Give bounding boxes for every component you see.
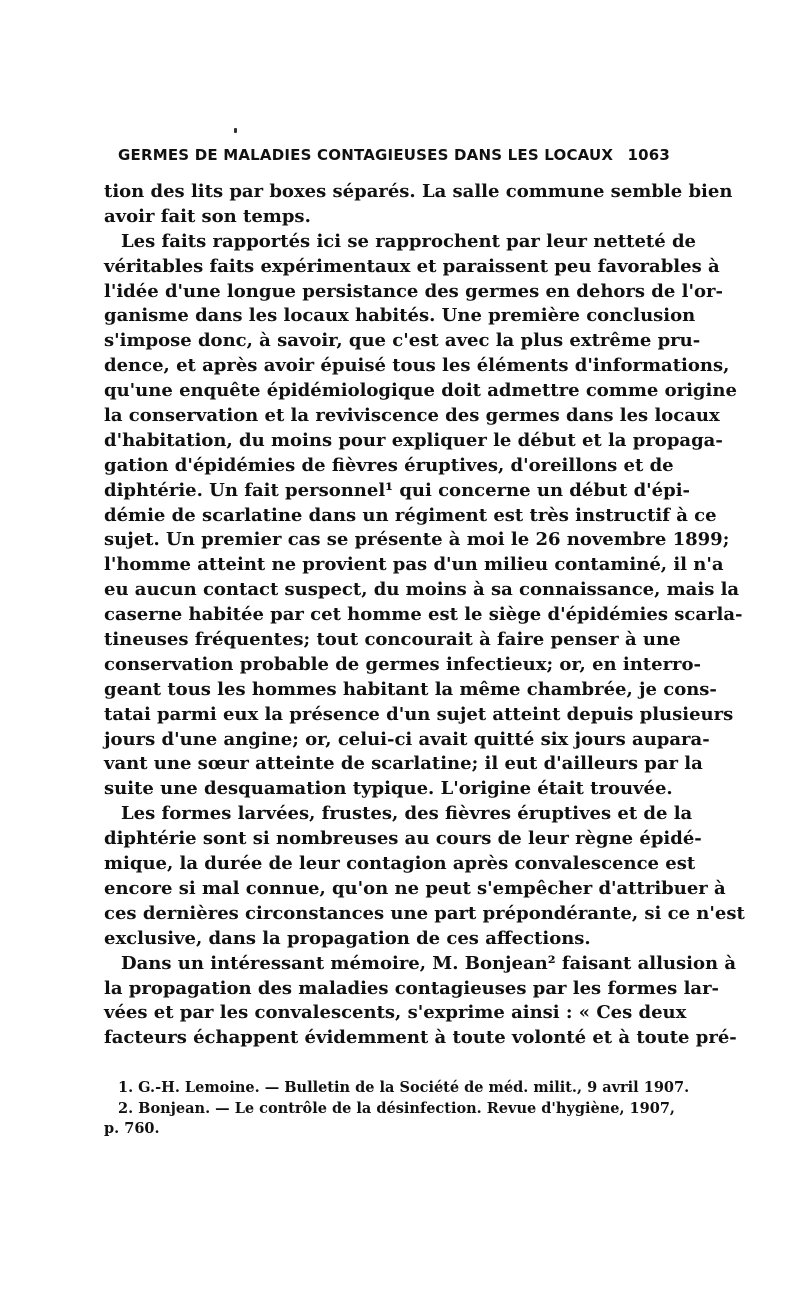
footnotes — [104, 1078, 690, 1140]
text-line: Dans un intéressant mémoire, M. Bonjean² faisant allusion à — [121, 952, 737, 974]
text-line: eu aucun contact suspect, du moins à sa connaissance, mais la — [104, 579, 740, 601]
footnote-line: 2. Bonjean. — Le contrôle de la désinfection. Revue d'hygiène, 1907, — [118, 1099, 675, 1117]
text-line: véritables faits expérimentaux et paraissent peu favorables à — [104, 255, 720, 277]
print-speck — [234, 128, 237, 133]
text-line: exclusive, dans la propagation de ces affections. — [104, 927, 591, 949]
footnote-line: 1. G.-H. Lemoine. — Bulletin de la Société de méd. milit., 9 avril 1907. — [118, 1079, 690, 1096]
text-line: mique, la durée de leur contagion après convalescence est — [104, 853, 696, 875]
text-line: la conservation et la reviviscence des germes dans les locaux — [104, 405, 720, 427]
footnote-line: p. 760. — [104, 1120, 160, 1137]
text-line: qu'une enquête épidémiologique doit admettre comme origine — [104, 380, 737, 402]
text-line: vées et par les convalescents, s'exprime ainsi : « Ces deux — [104, 1002, 687, 1024]
text-line: Les faits rapportés ici se rapprochent par leur netteté de — [121, 230, 696, 252]
text-line: vant une sœur atteinte de scarlatine; il eut d'ailleurs par la — [104, 753, 703, 775]
text-line: diphtérie sont si nombreuses au cours de leur règne épidé- — [104, 828, 702, 850]
page-number: 1063 — [627, 146, 670, 164]
text-line: diphtérie. Un fait personnel¹ qui concerne un début d'épi- — [104, 479, 691, 501]
text-line: gation d'épidémies de fièvres éruptives, d'oreillons et de — [104, 454, 674, 476]
text-line: s'impose donc, à savoir, que c'est avec la plus extrême pru- — [104, 330, 701, 352]
text-line: ganisme dans les locaux habités. Une première conclusion — [104, 305, 696, 327]
text-line: suite une desquamation typique. L'origine était trouvée. — [104, 778, 673, 800]
text-line: démie de scarlatine dans un régiment est très instructif à ce — [104, 504, 717, 526]
text-line: sujet. Un premier cas se présente à moi le 26 novembre 1899; — [104, 529, 730, 551]
text-line: Les formes larvées, frustes, des fièvres éruptives et de la — [121, 803, 693, 825]
text-line: caserne habitée par cet homme est le siège d'épidémies scarla- — [104, 604, 743, 626]
text-line: tion des lits par boxes séparés. La salle commune semble bien — [104, 181, 733, 202]
text-line: dence, et après avoir épuisé tous les éléments d'informations, — [104, 355, 730, 377]
text-line: l'idée d'une longue persistance des germes en dehors de l'or- — [104, 280, 723, 302]
body-text — [104, 180, 745, 1051]
text-line: l'homme atteint ne provient pas d'un milieu contaminé, il n'a — [104, 554, 724, 576]
text-line: tineuses fréquentes; tout concourait à faire penser à une — [104, 629, 681, 651]
text-line: encore si mal connue, qu'on ne peut s'empêcher d'attribuer à — [104, 877, 726, 899]
text-line: la propagation des maladies contagieuses par les formes lar- — [104, 977, 720, 999]
text-line: geant tous les hommes habitant la même chambrée, je cons- — [104, 678, 717, 700]
text-line: conservation probable de germes infectieux; or, en interro- — [104, 653, 702, 675]
text-line: jours d'une angine; or, celui-ci avait quitté six jours aupara- — [104, 728, 710, 750]
text-line: d'habitation, du moins pour expliquer le début et la propaga- — [104, 429, 723, 451]
running-title: GERMES DE MALADIES CONTAGIEUSES DANS LES LOCAUX — [118, 146, 614, 164]
text-line: facteurs échappent évidemment à toute volonté et à toute pré- — [104, 1027, 737, 1049]
text-line: tatai parmi eux la présence d'un sujet atteint depuis plusieurs — [104, 703, 734, 725]
text-line: avoir fait son temps. — [104, 205, 311, 227]
text-line: ces dernières circonstances une part prépondérante, si ce n'est — [104, 902, 745, 924]
running-header — [118, 146, 670, 168]
